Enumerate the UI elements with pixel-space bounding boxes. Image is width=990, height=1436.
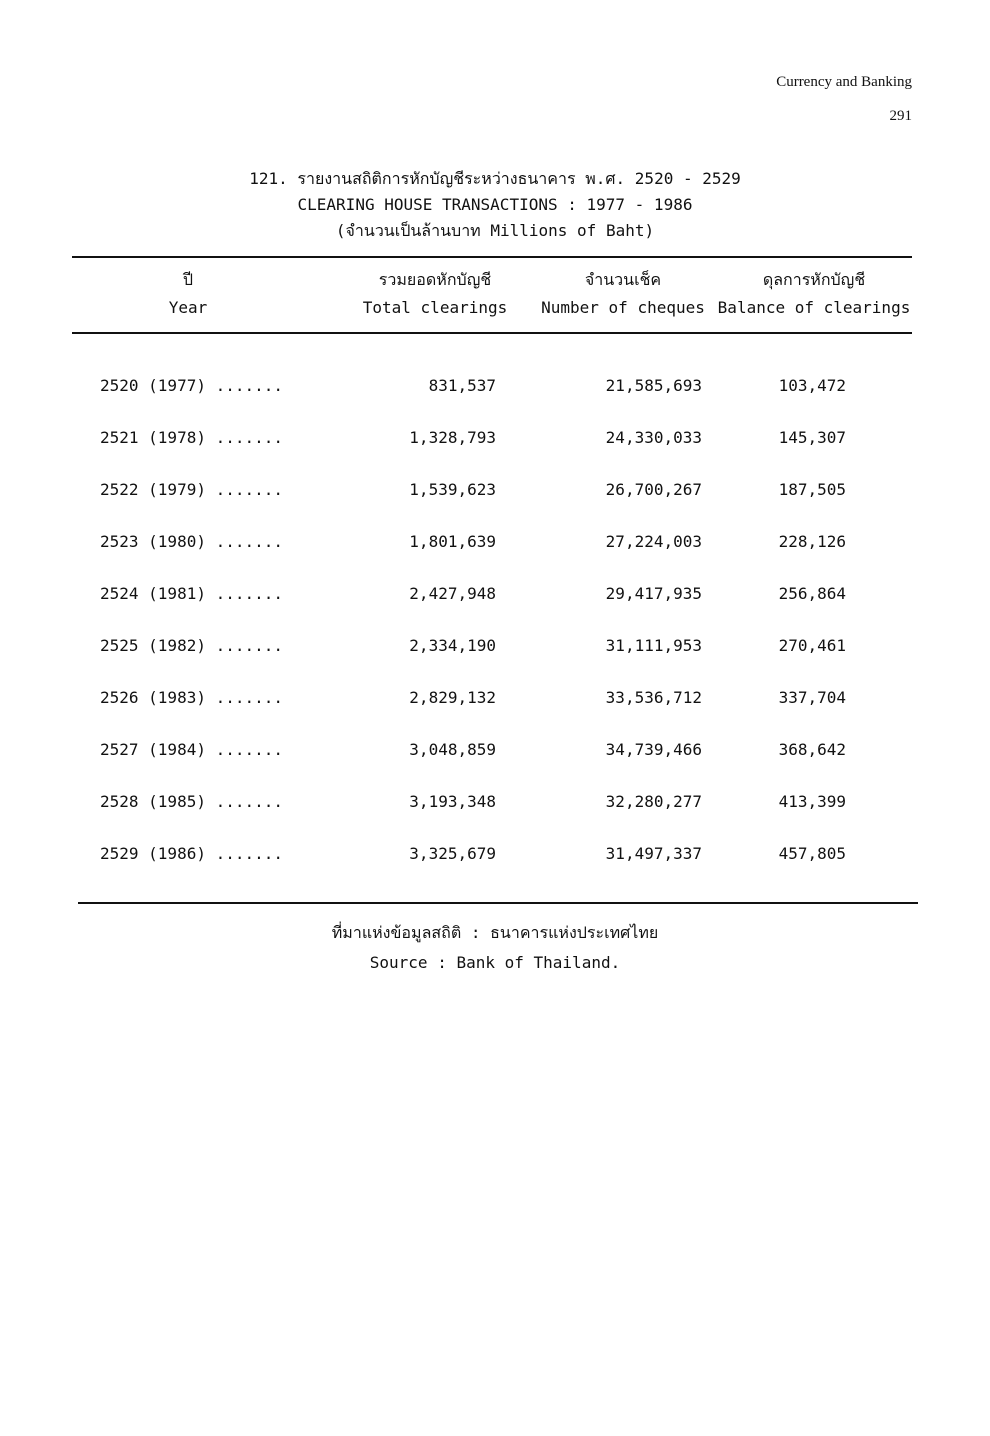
column-header-thai: รวมยอดหักบัญชี: [378, 270, 492, 289]
balance-cell: 145,307: [778, 428, 846, 447]
column-header-thai: ดุลการหักบัญชี: [762, 270, 866, 289]
running-header: Currency and Banking: [776, 74, 912, 90]
table-row: [0, 792, 990, 822]
title-thai: 121. รายงานสถิติการหักบัญชีระหว่างธนาคาร พ.ศ. 2520 - 2529: [249, 169, 741, 188]
column-header-english: Number of cheques: [541, 298, 705, 317]
year-cell: 2523 (1980) .......: [100, 532, 284, 551]
cheques-cell: 34,739,466: [605, 740, 702, 759]
header-bottom-rule: [72, 332, 912, 334]
cheques-cell: 26,700,267: [605, 480, 702, 499]
total-clearings-cell: 2,427,948: [409, 584, 496, 603]
column-header-english: Total clearings: [362, 298, 508, 317]
balance-cell: 187,505: [778, 480, 846, 499]
column-header-english: Balance of clearings: [717, 298, 911, 317]
total-clearings-cell: 2,334,190: [409, 636, 496, 655]
year-cell: 2520 (1977) .......: [100, 376, 284, 395]
total-clearings-cell: 1,328,793: [409, 428, 496, 447]
total-clearings-cell: 3,048,859: [409, 740, 496, 759]
cheques-cell: 31,497,337: [605, 844, 702, 863]
table-row: [0, 636, 990, 666]
table-row: [0, 428, 990, 458]
table-row: [0, 584, 990, 614]
cheques-cell: 29,417,935: [605, 584, 702, 603]
year-cell: 2528 (1985) .......: [100, 792, 284, 811]
column-header-balance-of-clearings: [716, 266, 912, 322]
table-title: [0, 166, 990, 244]
source-english: Source : Bank of Thailand.: [369, 953, 621, 972]
cheques-cell: 27,224,003: [605, 532, 702, 551]
source-thai: ที่มาแห่งข้อมูลสถิติ : ธนาคารแห่งประเทศไทย: [331, 923, 659, 942]
balance-cell: 413,399: [778, 792, 846, 811]
table-row: [0, 376, 990, 406]
balance-cell: 368,642: [778, 740, 846, 759]
year-cell: 2525 (1982) .......: [100, 636, 284, 655]
table-bottom-rule: [78, 902, 918, 904]
balance-cell: 228,126: [778, 532, 846, 551]
cheques-cell: 31,111,953: [605, 636, 702, 655]
table-row: [0, 740, 990, 770]
total-clearings-cell: 2,829,132: [409, 688, 496, 707]
cheques-cell: 33,536,712: [605, 688, 702, 707]
table-row: [0, 844, 990, 874]
column-header-number-of-cheques: [538, 266, 708, 322]
balance-cell: 337,704: [778, 688, 846, 707]
table-row: [0, 688, 990, 718]
column-header-thai: ปี: [182, 270, 194, 289]
year-cell: 2524 (1981) .......: [100, 584, 284, 603]
year-cell: 2529 (1986) .......: [100, 844, 284, 863]
total-clearings-cell: 1,539,623: [409, 480, 496, 499]
total-clearings-cell: 1,801,639: [409, 532, 496, 551]
column-header-thai: จำนวนเช็ค: [584, 270, 662, 289]
balance-cell: 256,864: [778, 584, 846, 603]
total-clearings-cell: 831,537: [428, 376, 496, 395]
column-header-year: [128, 266, 248, 322]
year-cell: 2526 (1983) .......: [100, 688, 284, 707]
column-header-english: Year: [168, 298, 208, 317]
cheques-cell: 32,280,277: [605, 792, 702, 811]
total-clearings-cell: 3,325,679: [409, 844, 496, 863]
title-english: CLEARING HOUSE TRANSACTIONS : 1977 - 1986: [297, 195, 693, 214]
year-cell: 2527 (1984) .......: [100, 740, 284, 759]
year-cell: 2522 (1979) .......: [100, 480, 284, 499]
cheques-cell: 24,330,033: [605, 428, 702, 447]
total-clearings-cell: 3,193,348: [409, 792, 496, 811]
title-unit: (จำนวนเป็นล้านบาท Millions of Baht): [335, 221, 655, 240]
cheques-cell: 21,585,693: [605, 376, 702, 395]
table-row: [0, 532, 990, 562]
year-cell: 2521 (1978) .......: [100, 428, 284, 447]
column-header-total-clearings: [350, 266, 520, 322]
balance-cell: 103,472: [778, 376, 846, 395]
header-top-rule: [72, 256, 912, 258]
source-note: [0, 918, 990, 978]
page-number: 291: [889, 108, 912, 124]
balance-cell: 457,805: [778, 844, 846, 863]
balance-cell: 270,461: [778, 636, 846, 655]
table-row: [0, 480, 990, 510]
